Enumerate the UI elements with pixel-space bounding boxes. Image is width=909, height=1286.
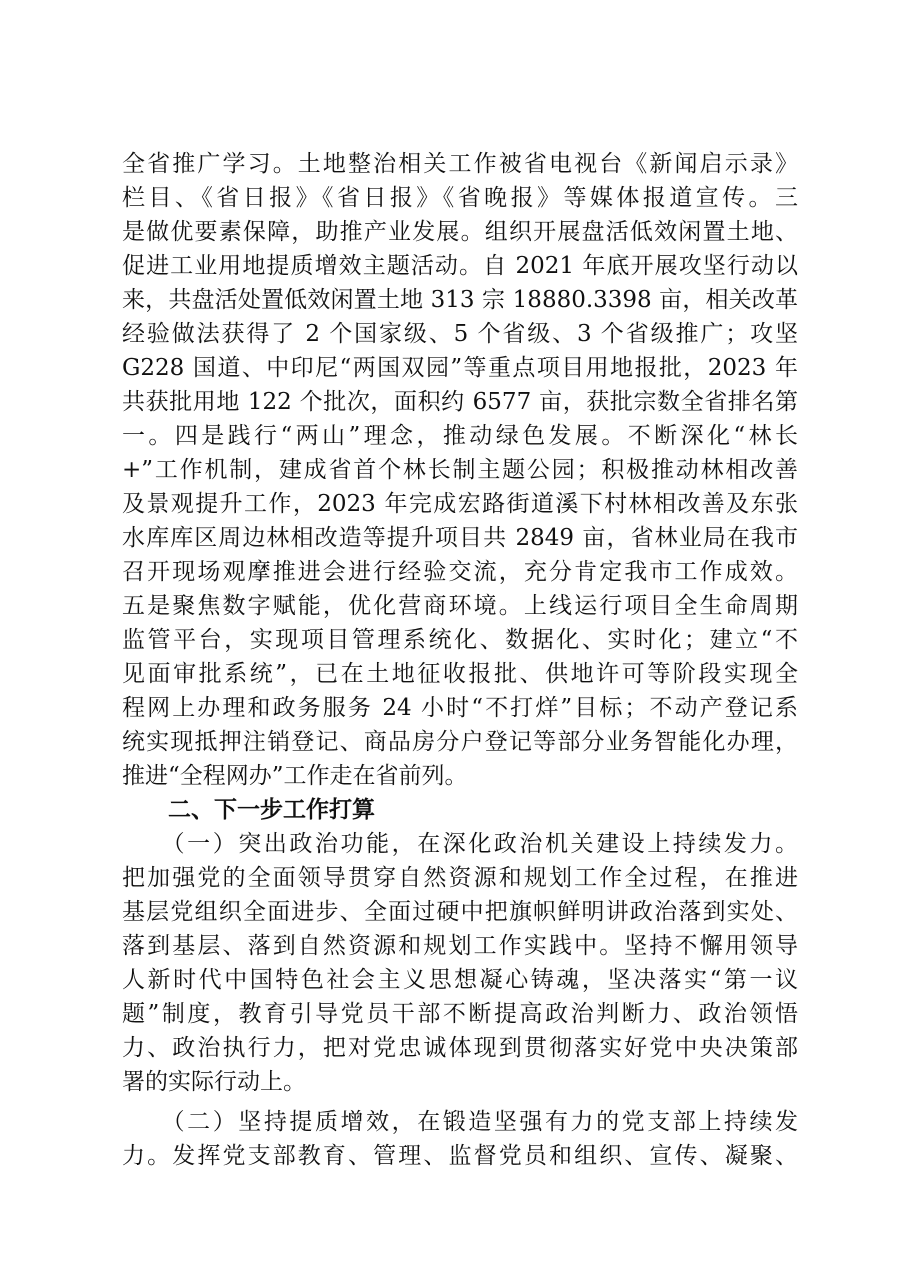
body-text-line: 五是聚焦数字赋能，优化营商环境。上线运行项目全生命周期 bbox=[122, 593, 798, 619]
body-text-line: 全省推广学习。土地整治相关工作被省电视台《新闻启示录》 bbox=[122, 151, 798, 177]
body-text-line: 见面审批系统”，已在土地征收报批、供地许可等阶段实现全 bbox=[122, 661, 798, 687]
body-text-line: +”工作机制，建成省首个林长制主题公园；积极推动林相改善 bbox=[122, 457, 798, 483]
body-text-line: 栏目、《省日报》《省日报》《省晚报》等媒体报道宣传。三 bbox=[122, 185, 798, 211]
subsection-heading-line: （二）坚持提质增效，在锻造坚强有力的党支部上持续发 bbox=[122, 1109, 798, 1135]
body-text-line: 来，共盘活处置低效闲置土地 313 宗 18880.3398 亩，相关改革 bbox=[122, 287, 798, 313]
body-text-line: 基层党组织全面进步、全面过硬中把旗帜鲜明讲政治落到实处、 bbox=[122, 899, 798, 925]
body-text-line: 推进“全程网办”工作走在省前列。 bbox=[122, 763, 468, 789]
body-text-line: 题”制度，教育引导党员干部不断提高政治判断力、政治领悟 bbox=[122, 1001, 798, 1027]
body-text-line: 统实现抵押注销登记、商品房分户登记等部分业务智能化办理， bbox=[122, 729, 798, 755]
body-text-line: 及景观提升工作，2023 年完成宏路街道溪下村林相改善及东张 bbox=[122, 491, 798, 517]
body-text-line: 力。发挥党支部教育、管理、监督党员和组织、宣传、凝聚、 bbox=[122, 1143, 798, 1169]
body-text-line: 促进工业用地提质增效主题活动。自 2021 年底开展攻坚行动以 bbox=[122, 253, 798, 279]
body-text-line: 一。四是践行“两山”理念，推动绿色发展。不断深化“林长 bbox=[122, 423, 798, 449]
body-text-line: 水库库区周边林相改造等提升项目共 2849 亩，省林业局在我市 bbox=[122, 525, 798, 551]
body-text-line: 共获批用地 122 个批次，面积约 6577 亩，获批宗数全省排名第 bbox=[122, 389, 798, 415]
body-text-line: 召开现场观摩推进会进行经验交流，充分肯定我市工作成效。 bbox=[122, 559, 798, 585]
body-text-line: G228 国道、中印尼“两国双园”等重点项目用地报批，2023 年 bbox=[122, 355, 798, 381]
body-text-line: 是做优要素保障，助推产业发展。组织开展盘活低效闲置土地、 bbox=[122, 219, 798, 245]
body-text-line: 力、政治执行力，把对党忠诚体现到贯彻落实好党中央决策部 bbox=[122, 1035, 798, 1061]
body-text-line: 把加强党的全面领导贯穿自然资源和规划工作全过程，在推进 bbox=[122, 865, 798, 891]
body-text-line: 人新时代中国特色社会主义思想凝心铸魂，坚决落实“第一议 bbox=[122, 967, 798, 993]
body-text-line: 程网上办理和政务服务 24 小时“不打烊”目标；不动产登记系 bbox=[122, 695, 798, 721]
body-text-line: 经验做法获得了 2 个国家级、5 个省级、3 个省级推广；攻坚 bbox=[122, 321, 798, 347]
section-heading: 二、下一步工作打算 bbox=[122, 797, 375, 823]
subsection-heading-line: （一）突出政治功能，在深化政治机关建设上持续发力。 bbox=[122, 831, 798, 857]
body-text-line: 署的实际行动上。 bbox=[122, 1069, 306, 1095]
body-text-line: 监管平台，实现项目管理系统化、数据化、实时化；建立“不 bbox=[122, 627, 798, 653]
body-text-line: 落到基层、落到自然资源和规划工作实践中。坚持不懈用领导 bbox=[122, 933, 798, 959]
